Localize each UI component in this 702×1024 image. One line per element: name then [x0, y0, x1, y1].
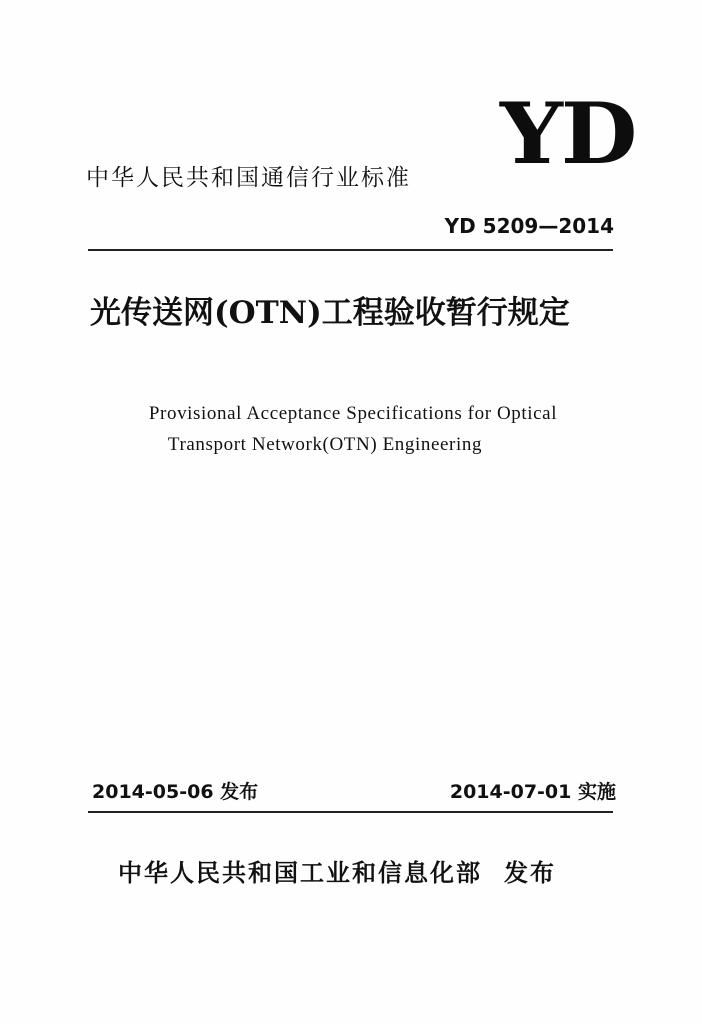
- english-title-line-1: Provisional Acceptance Specifications for Optical: [148, 403, 558, 424]
- publisher-name: 中华人民共和国工业和信息化部: [118, 859, 482, 887]
- english-title-line-2: Transport Network(OTN) Engineering: [167, 434, 483, 455]
- top-divider: [88, 249, 613, 251]
- publisher-line: [118, 856, 556, 890]
- standard-number: YD 5209—2014: [444, 214, 614, 238]
- issue-date: 2014-05-06 发布: [92, 781, 259, 803]
- chinese-title: 光传送网(OTN)工程验收暂行规定: [90, 295, 570, 331]
- yd-logo: YD: [500, 84, 636, 183]
- bottom-divider: [88, 811, 613, 813]
- english-title: [0, 398, 702, 460]
- implementation-date: 2014-07-01 实施: [449, 781, 616, 803]
- publish-label: 发布: [504, 859, 556, 887]
- series-title: 中华人民共和国通信行业标准: [86, 165, 411, 191]
